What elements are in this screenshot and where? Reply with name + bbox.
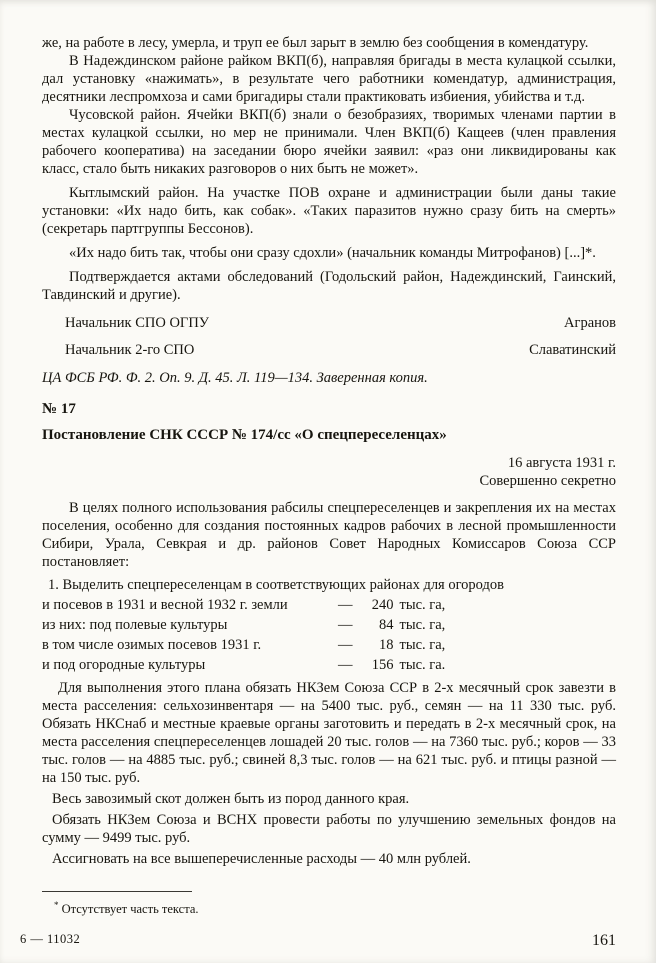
signature-name: Славатинский: [529, 342, 616, 358]
allocation-unit: тыс. га,: [399, 597, 446, 613]
allocation-dash: —: [338, 657, 353, 673]
allocation-value: [338, 635, 445, 655]
footnote-text-line: [42, 898, 362, 917]
allocation-value: [338, 655, 445, 675]
allocation-row: [42, 635, 616, 655]
decree-intro: В целях полного использования рабсилы спецпереселенцев и закрепления их на местах поселения, особенно для создания постоянных кадров рабочих в лесной промышленности Сибири, Урала, Севкрая и др. районов Совет Народных Комиссаров Союза ССР постановляет:: [42, 500, 616, 570]
allocation-dash: —: [338, 637, 353, 653]
allocation-unit: тыс. га,: [399, 637, 446, 653]
allocation-unit: тыс. га,: [399, 617, 446, 633]
report-paragraph: «Их надо бить так, чтобы они сразу сдохли» (начальник команды Митрофанов) [...]*.: [69, 245, 596, 261]
allocation-value: [338, 615, 445, 635]
allocation-row: [42, 655, 616, 675]
decree-paragraph: Весь завозимый скот должен быть из пород данного края.: [52, 791, 410, 807]
allocation-row: [42, 575, 616, 595]
signature-role: Начальник СПО ОГПУ: [65, 315, 210, 331]
archive-reference: ЦА ФСБ РФ. Ф. 2. Оп. 9. Д. 45. Л. 119—134. Заверенная копия.: [42, 370, 428, 386]
signature-block: [42, 314, 616, 359]
decree-section: [42, 400, 616, 868]
allocation-label: и под огородные культуры: [42, 657, 206, 673]
allocation-label: и посевов в 1931 и весной 1932 г. земли: [42, 597, 288, 613]
report-paragraph: Чусовской район. Ячейки ВКП(б) знали о безобразиях, творимых членами партии в местах кулацкой ссылки, но мер не принимали. Член ВКП(б) Кащеев (член правления рабочего кооператива) на заседании бюро ячейки заявил: «раз они ликвидированы как класс, стало быть никаких разговоров о них быть не может».: [42, 107, 616, 177]
allocation-list: [42, 575, 616, 675]
allocation-label: 1. Выделить спецпереселенцам в соответствующих районах для огородов: [48, 577, 504, 593]
allocation-amount: 18: [379, 637, 394, 653]
document-title: Постановление СНК СССР № 174/сс «О спецпереселенцах»: [42, 427, 447, 443]
allocation-dash: —: [338, 617, 353, 633]
footnote: [42, 891, 362, 917]
document-number: № 17: [42, 401, 76, 417]
print-code: 6 — 11032: [20, 932, 81, 946]
allocation-label: в том числе озимых посевов 1931 г.: [42, 637, 262, 653]
report-paragraph: Подтверждается актами обследований (Годольский район, Надеждинский, Гаинский, Тавдинский и другие).: [42, 269, 616, 303]
report-paragraph: же, на работе в лесу, умерла, и труп ее был зарыт в землю без сообщения в комендатуру.: [42, 35, 589, 51]
allocation-label: из них: под полевые культуры: [42, 617, 228, 633]
page-number: 161: [592, 932, 616, 949]
signature-name: Агранов: [564, 315, 616, 331]
allocation-amount: 156: [371, 657, 394, 673]
allocation-value: [338, 595, 445, 615]
signature-role: Начальник 2-го СПО: [65, 342, 195, 358]
footnote-marker: *: [54, 899, 59, 910]
allocation-row: [42, 595, 616, 615]
decree-paragraph: Обязать НКЗем Союза и ВСНХ провести работы по улучшению земельных фондов на сумму — 9499 тыс. руб.: [42, 812, 616, 846]
decree-paragraph: Для выполнения этого плана обязать НКЗем Союза ССР в 2-х месячный срок завезти в места расселения: сельхозинвентаря — на 5400 тыс. руб., семян — на 11 330 тыс. руб. Обязать НКСнаб и местные краевые органы заготовить и передать в 2-х месячный срок, на места расселения спецпереселенцев лошадей 20 тыс. голов — на 7360 тыс. руб.; коров — 33 тыс. голов — на 4885 тыс. руб.; свиней 8,3 тыс. голов — на 621 тыс. руб. и птицы разной — на 150 тыс. руб.: [42, 680, 616, 786]
allocation-amount: 240: [371, 597, 394, 613]
decree-paragraph: Ассигновать на все вышеперечисленные расходы — 40 млн рублей.: [52, 851, 471, 867]
allocation-dash: —: [338, 597, 353, 613]
report-paragraph: Кытлымский район. На участке ПОВ охране и администрации были даны такие установки: «Их надо бить, как собак». «Таких паразитов нужно сразу бить на смерть» (секретарь партгруппы Бессонов).: [42, 185, 616, 237]
footnote-text: Отсутствует часть текста.: [61, 902, 199, 916]
allocation-row: [42, 615, 616, 635]
allocation-value: [338, 575, 385, 595]
secrecy-stamp: Совершенно секретно: [479, 473, 616, 489]
report-paragraph: В Надеждинском районе райком ВКП(б), направляя бригады в места кулацкой ссылки, дал установку «нажимать», в результате чего работники комендатур, администрация, десятники леспромхоза и сами бригадиры стали практиковать избиения, убийства и т.д.: [42, 53, 616, 105]
footnote-rule: [42, 891, 192, 892]
date-block: [42, 454, 616, 490]
page-content: [42, 34, 616, 868]
report-section: [42, 34, 616, 387]
signature-row: [65, 341, 616, 359]
allocation-unit: тыс. га.: [399, 657, 446, 673]
allocation-amount: 84: [379, 617, 394, 633]
signature-row: [65, 314, 616, 332]
document-date: 16 августа 1931 г.: [507, 455, 616, 471]
